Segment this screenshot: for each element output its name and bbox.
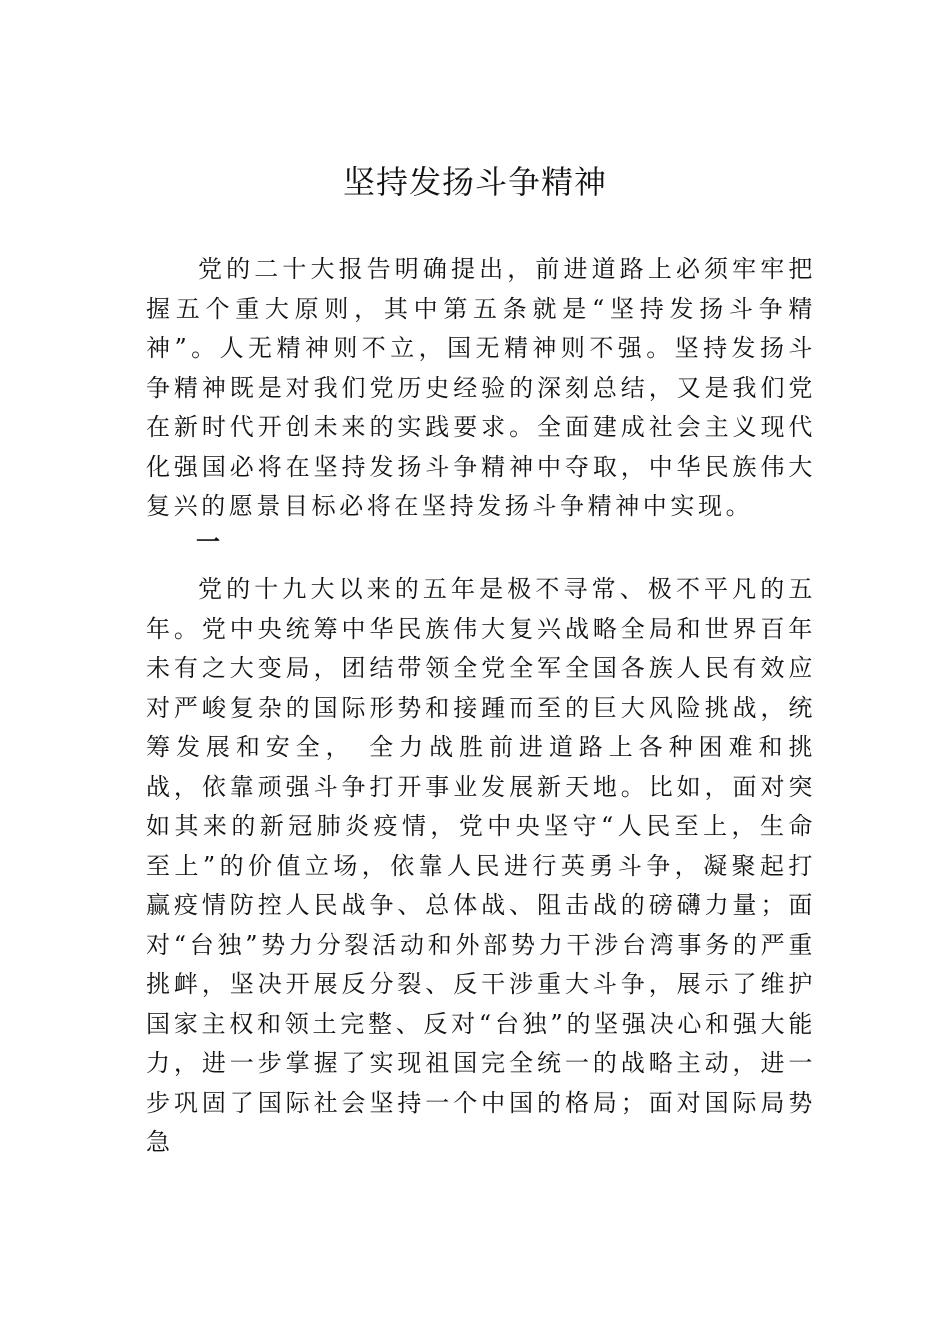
section-one-paragraph: 党的十九大以来的五年是极不寻常、极不平凡的五年。党中央统筹中华民族伟大复兴战略全局和世界百年未有之大变局，团结带领全党全军全国各族人民有效应对严峻复杂的国际形势和接踵而至的巨大风险挑战，统筹发展和安全， 全力战胜前进道路上各种困难和挑战，依靠顽强斗争打开事业发展新天地。比如，面对突如其来的新冠肺炎疫情，党中央坚守“人民至上，生命至上”的价值立场，依靠人民进行英勇斗争，凝聚起打赢疫情防控人民战争、总体战、阻击战的磅礴力量；面对“台独”势力分裂活动和外部势力干涉台湾事务的严重挑衅，坚决开展反分裂、反干涉重大斗争，展示了维护国家主权和领土完整、反对“台独”的坚强决心和强大能力，进一步掌握了实现祖国完全统一的战略主动，进一步巩固了国际社会坚持一个中国的格局；面对国际局势急 (146, 575, 816, 1156)
intro-paragraph: 党的二十大报告明确提出，前进道路上必须牢牢把握五个重大原则，其中第五条就是“坚持发扬斗争精神”。人无精神则不立，国无精神则不强。坚持发扬斗争精神既是对我们党历史经验的深刻总结，又是我们党在新时代开创未来的实践要求。全面建成社会主义现代化强国必将在坚持发扬斗争精神中夺取，中华民族伟大复兴的愿景目标必将在坚持发扬斗争精神中实现。 (146, 255, 816, 520)
section-number: 一 (196, 527, 220, 556)
document-title: 坚持发扬斗争精神 (342, 163, 607, 201)
